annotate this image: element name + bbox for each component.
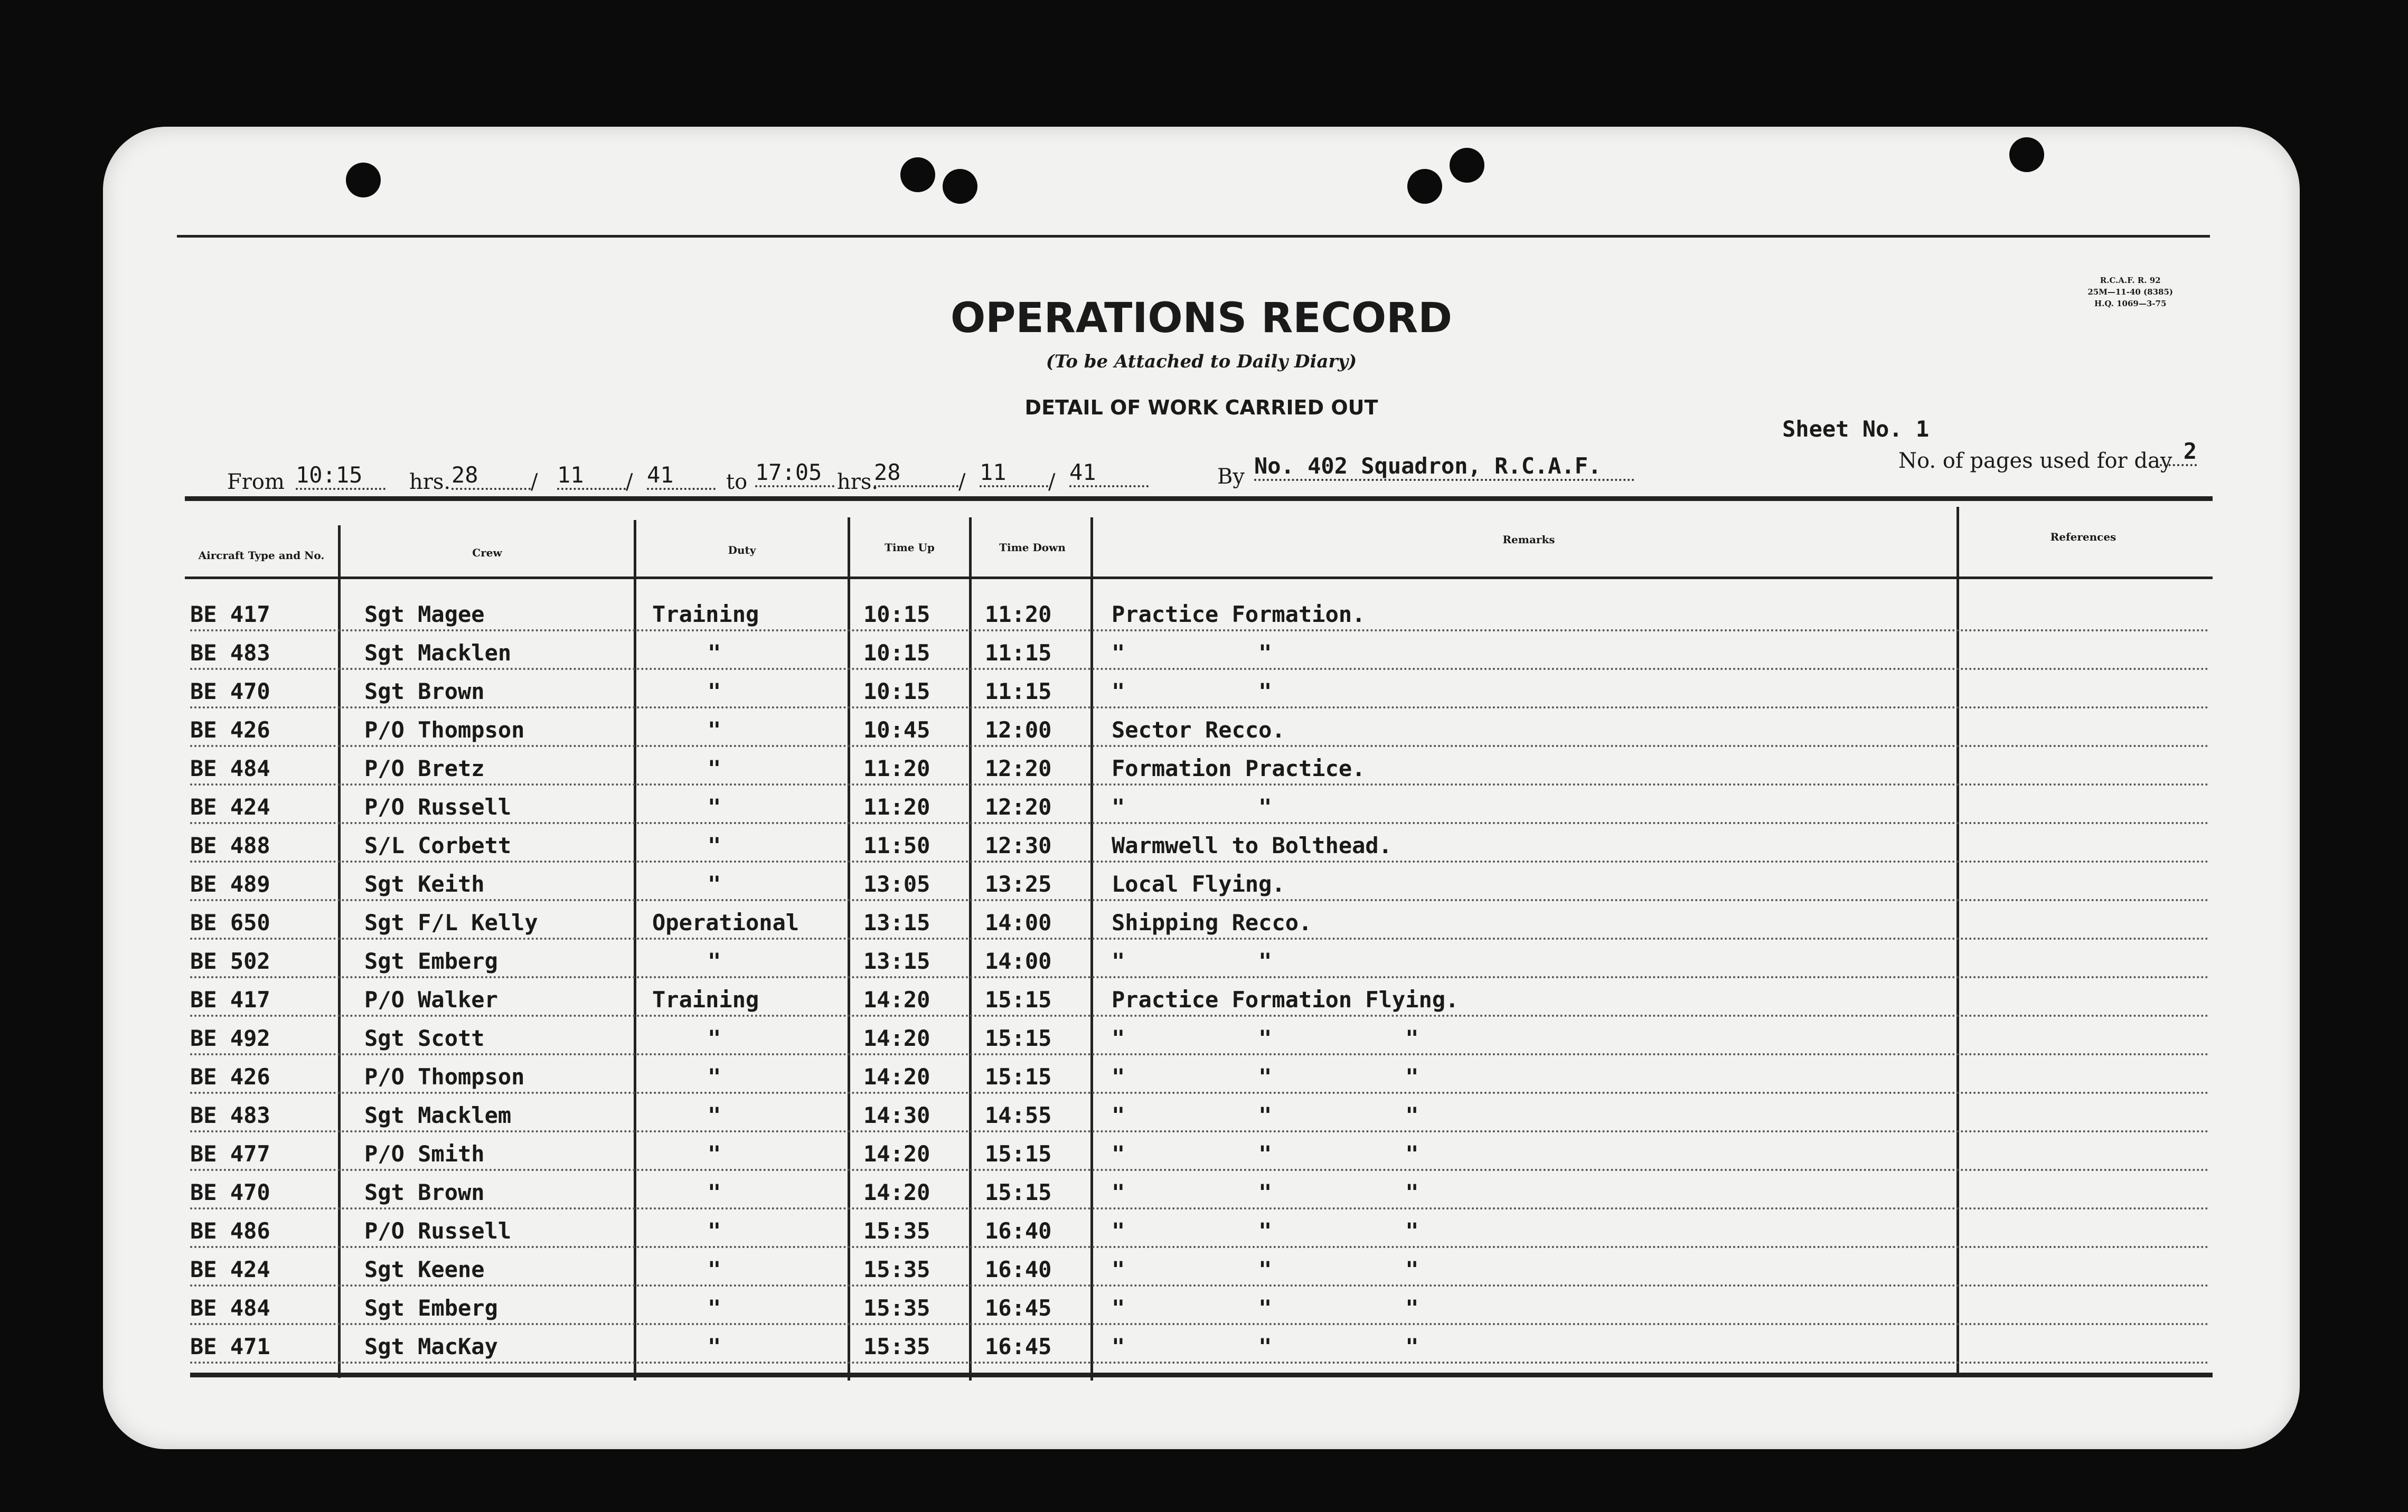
by-unit: No. 402 Squadron, R.C.A.F. (1254, 453, 1634, 481)
time-down-cell: 12:20 (985, 755, 1052, 781)
row-guide-line (190, 668, 2210, 670)
time-down-cell: 15:15 (985, 1179, 1052, 1205)
duty-cell: " (708, 1334, 721, 1359)
crew-cell: Sgt MacKay (364, 1334, 498, 1359)
to-month: 11 (980, 459, 1048, 487)
aircraft-cell: BE 477 (190, 1141, 270, 1167)
divider-time-up (848, 517, 850, 1381)
time-up-cell: 13:15 (863, 910, 930, 935)
crew-cell: Sgt Emberg (364, 948, 498, 974)
time-down-cell: 15:15 (985, 1025, 1052, 1051)
row-guide-line (190, 783, 2210, 786)
crew-cell: Sgt Keene (364, 1256, 485, 1282)
row-guide-line (190, 861, 2210, 863)
col-crew: Crew (472, 546, 502, 559)
row-guide-line (190, 745, 2210, 747)
aircraft-cell: BE 470 (190, 678, 270, 704)
time-up-cell: 10:15 (863, 601, 930, 627)
crew-cell: Sgt Keith (364, 871, 485, 897)
row-guide-line (190, 1323, 2210, 1325)
duty-cell: " (708, 1218, 721, 1244)
remarks-cell: " " " (1112, 1141, 1419, 1167)
punch-hole (943, 169, 977, 204)
time-down-cell: 14:00 (985, 948, 1052, 974)
time-up-cell: 14:20 (863, 1141, 930, 1167)
aircraft-cell: BE 424 (190, 794, 270, 820)
crew-cell: P/O Russell (364, 1218, 512, 1244)
time-up-cell: 11:20 (863, 755, 930, 781)
table-top-rule (185, 496, 2213, 501)
remarks-cell: " " " (1112, 1179, 1419, 1205)
crew-cell: P/O Walker (364, 987, 498, 1013)
col-time-up: Time Up (885, 541, 935, 554)
remarks-cell: Local Flying. (1112, 871, 1285, 897)
time-down-cell: 12:30 (985, 833, 1052, 858)
time-down-cell: 15:15 (985, 1141, 1052, 1167)
page-subtitle: (To be Attached to Daily Diary) (1046, 351, 1357, 372)
aircraft-cell: BE 417 (190, 987, 270, 1013)
aircraft-cell: BE 650 (190, 910, 270, 935)
to-time: 17:05 (755, 459, 834, 487)
duty-cell: " (708, 755, 721, 781)
row-guide-line (190, 1130, 2210, 1132)
time-up-cell: 15:35 (863, 1218, 930, 1244)
crew-cell: P/O Thompson (364, 1064, 525, 1090)
duty-cell: " (708, 1102, 721, 1128)
to-year: 41 (1069, 459, 1149, 487)
row-guide-line (190, 1169, 2210, 1171)
divider-remarks (1090, 517, 1093, 1381)
time-down-cell: 11:15 (985, 640, 1052, 666)
time-down-cell: 12:20 (985, 794, 1052, 820)
crew-cell: P/O Thompson (364, 717, 525, 743)
row-guide-line (190, 938, 2210, 940)
aircraft-cell: BE 492 (190, 1025, 270, 1051)
remarks-cell: Sector Recco. (1112, 717, 1285, 743)
time-up-cell: 13:15 (863, 948, 930, 974)
punch-hole (2009, 137, 2044, 172)
col-time-down: Time Down (999, 541, 1066, 554)
time-up-cell: 15:35 (863, 1256, 930, 1282)
aircraft-cell: BE 502 (190, 948, 270, 974)
crew-cell: S/L Corbett (364, 833, 512, 858)
duty-cell: " (708, 1179, 721, 1205)
duty-cell: " (708, 1141, 721, 1167)
from-day: 28 (452, 462, 531, 490)
remarks-cell: " " (1112, 678, 1272, 704)
punch-hole (1450, 148, 1484, 183)
sheet-label: Sheet No. 1 (1782, 416, 1930, 442)
time-down-cell: 12:00 (985, 717, 1052, 743)
to-day: 28 (874, 459, 958, 487)
time-up-cell: 10:15 (863, 640, 930, 666)
time-down-cell: 14:55 (985, 1102, 1052, 1128)
form-code: R.C.A.F. R. 92 25M—11-40 (8385) H.Q. 1069—3-75 (2087, 276, 2173, 308)
duty-cell: Training (652, 601, 759, 627)
time-down-cell: 16:40 (985, 1218, 1052, 1244)
time-down-cell: 16:45 (985, 1334, 1052, 1359)
time-up-cell: 15:35 (863, 1295, 930, 1321)
aircraft-cell: BE 484 (190, 755, 270, 781)
duty-cell: " (708, 640, 721, 666)
crew-cell: Sgt Macklen (364, 640, 512, 666)
divider-crew (338, 525, 341, 1378)
from-year: 41 (647, 462, 716, 490)
col-aircraft: Aircraft Type and No. (198, 549, 325, 562)
time-up-cell: 10:45 (863, 717, 930, 743)
aircraft-cell: BE 484 (190, 1295, 270, 1321)
table-bottom-rule (190, 1373, 2213, 1377)
time-up-cell: 14:20 (863, 987, 930, 1013)
duty-cell: " (708, 717, 721, 743)
time-down-cell: 16:45 (985, 1295, 1052, 1321)
remarks-cell: Warmwell to Bolthead. (1112, 833, 1393, 858)
crew-cell: P/O Russell (364, 794, 512, 820)
record-card: R.C.A.F. R. 92 25M—11-40 (8385) H.Q. 1069—3-75 OPERATIONS RECORD (To be Attached to Daily Diary) DETAIL OF WORK CARRIED OUT Sheet No. 1 From 10:15 hrs. 28 / 11 / 41 to 17:05 hrs. 28 / 11 / 41 By No. 402 Squadron, R.C.A.F. No. of pages used for day 2 Aircraft Type and No. Crew Duty Time Up Time Down Remarks References BE 417 Sgt Magee Training 10:15 11:20 Practice Formation. BE 483 Sgt Macklen " 10:15 11:15 " " BE 470 Sgt Brown " 10:15 11:15 " " BE 426 P/O Thompson " 10:45 12:00 Sector Recco. BE 484 P/O Bretz " 11:20 12:20 Formation Practice. BE 424 P/O Russell " 11:20 12:20 " " BE 488 S/L Corbett " 11:50 12:30 Warmwell to Bolthead. BE 489 Sgt Keith " 13:05 13:25 Local Flying. BE 650 Sgt F/L Kelly Operational 13:15 14:00 Shipping Recco. BE 502 Sgt Emberg " 13:15 14:00 " " BE 417 P/O Walker Training 14:20 15:15 Practice Formation Flying. BE 492 Sgt Scott " 14:20 15:15 " " " BE 426 P/O Thompson " 14:20 15:15 " " " BE 483 Sgt Macklem " 14:30 14:55 " " " BE 477 P/O Smith " 14:20 15:15 " " " BE 470 Sgt Brown " 14:20 15:15 " " " BE 486 P/O Russell " 15:35 16:40 " " " BE 424 Sgt Keene " 15:35 16:40 " " " BE 484 Sgt Emberg " 15:35 16:45 " " " BE 471 Sgt MacKay " 15:35 16:45 " " " (103, 127, 2300, 1449)
aircraft-cell: BE 470 (190, 1179, 270, 1205)
remarks-cell: " " (1112, 948, 1272, 974)
duty-cell: Operational (652, 910, 799, 935)
duty-cell: " (708, 1256, 721, 1282)
remarks-cell: Formation Practice. (1112, 755, 1366, 781)
row-guide-line (190, 1362, 2210, 1364)
time-up-cell: 10:15 (863, 678, 930, 704)
time-up-cell: 11:50 (863, 833, 930, 858)
from-time: 10:15 (296, 462, 385, 490)
time-down-cell: 11:15 (985, 678, 1052, 704)
crew-cell: Sgt Brown (364, 678, 485, 704)
crew-cell: Sgt Magee (364, 601, 485, 627)
row-guide-line (190, 1207, 2210, 1209)
remarks-cell: " " " (1112, 1025, 1419, 1051)
aircraft-cell: BE 426 (190, 717, 270, 743)
aircraft-cell: BE 483 (190, 1102, 270, 1128)
remarks-cell: " " (1112, 640, 1272, 666)
duty-cell: Training (652, 987, 759, 1013)
duty-cell: " (708, 833, 721, 858)
remarks-cell: " " " (1112, 1102, 1419, 1128)
remarks-cell: Practice Formation Flying. (1112, 987, 1459, 1013)
punch-hole (1407, 169, 1442, 204)
time-up-cell: 13:05 (863, 871, 930, 897)
divider-time-down (969, 517, 972, 1381)
aircraft-cell: BE 488 (190, 833, 270, 858)
duty-cell: " (708, 871, 721, 897)
row-guide-line (190, 976, 2210, 978)
time-down-cell: 13:25 (985, 871, 1052, 897)
remarks-cell: Shipping Recco. (1112, 910, 1312, 935)
row-guide-line (190, 1015, 2210, 1017)
top-rule (177, 235, 2210, 238)
aircraft-cell: BE 424 (190, 1256, 270, 1282)
aircraft-cell: BE 486 (190, 1218, 270, 1244)
time-down-cell: 16:40 (985, 1256, 1052, 1282)
crew-cell: Sgt Brown (364, 1179, 485, 1205)
col-references: References (2050, 531, 2117, 543)
from-month: 11 (557, 462, 626, 490)
duty-cell: " (708, 948, 721, 974)
duty-cell: " (708, 1025, 721, 1051)
aircraft-cell: BE 471 (190, 1334, 270, 1359)
remarks-cell: " " " (1112, 1334, 1419, 1359)
divider-references (1956, 507, 1959, 1373)
time-up-cell: 14:20 (863, 1064, 930, 1090)
row-guide-line (190, 629, 2210, 631)
row-guide-line (190, 1053, 2210, 1055)
col-duty: Duty (728, 544, 756, 556)
row-guide-line (190, 1092, 2210, 1094)
remarks-cell: " " " (1112, 1218, 1419, 1244)
time-up-cell: 11:20 (863, 794, 930, 820)
punch-hole (900, 157, 935, 192)
col-remarks: Remarks (1502, 533, 1555, 546)
time-down-cell: 14:00 (985, 910, 1052, 935)
crew-cell: Sgt Scott (364, 1025, 485, 1051)
row-guide-line (190, 706, 2210, 708)
aircraft-cell: BE 426 (190, 1064, 270, 1090)
time-down-cell: 11:20 (985, 601, 1052, 627)
remarks-cell: " " " (1112, 1295, 1419, 1321)
duty-cell: " (708, 678, 721, 704)
aircraft-cell: BE 483 (190, 640, 270, 666)
pages-no: 2 (2160, 438, 2197, 466)
page-title: OPERATIONS RECORD (951, 295, 1452, 342)
crew-cell: Sgt Emberg (364, 1295, 498, 1321)
crew-cell: P/O Smith (364, 1141, 485, 1167)
time-up-cell: 14:20 (863, 1025, 930, 1051)
row-guide-line (190, 899, 2210, 901)
remarks-cell: " " " (1112, 1256, 1419, 1282)
divider-duty (634, 520, 636, 1381)
remarks-cell: Practice Formation. (1112, 601, 1366, 627)
punch-hole (346, 163, 381, 197)
row-guide-line (190, 822, 2210, 824)
crew-cell: Sgt F/L Kelly (364, 910, 538, 935)
crew-cell: Sgt Macklem (364, 1102, 512, 1128)
duty-cell: " (708, 1064, 721, 1090)
row-guide-line (190, 1284, 2210, 1287)
duty-cell: " (708, 1295, 721, 1321)
time-up-cell: 15:35 (863, 1334, 930, 1359)
duty-cell: " (708, 794, 721, 820)
row-guide-line (190, 1246, 2210, 1248)
remarks-cell: " " " (1112, 1064, 1419, 1090)
aircraft-cell: BE 417 (190, 601, 270, 627)
crew-cell: P/O Bretz (364, 755, 485, 781)
aircraft-cell: BE 489 (190, 871, 270, 897)
remarks-cell: " " (1112, 794, 1272, 820)
header-bottom-rule (185, 577, 2213, 579)
time-up-cell: 14:30 (863, 1102, 930, 1128)
detail-heading: DETAIL OF WORK CARRIED OUT (1024, 396, 1378, 419)
time-down-cell: 15:15 (985, 987, 1052, 1013)
time-up-cell: 14:20 (863, 1179, 930, 1205)
time-down-cell: 15:15 (985, 1064, 1052, 1090)
